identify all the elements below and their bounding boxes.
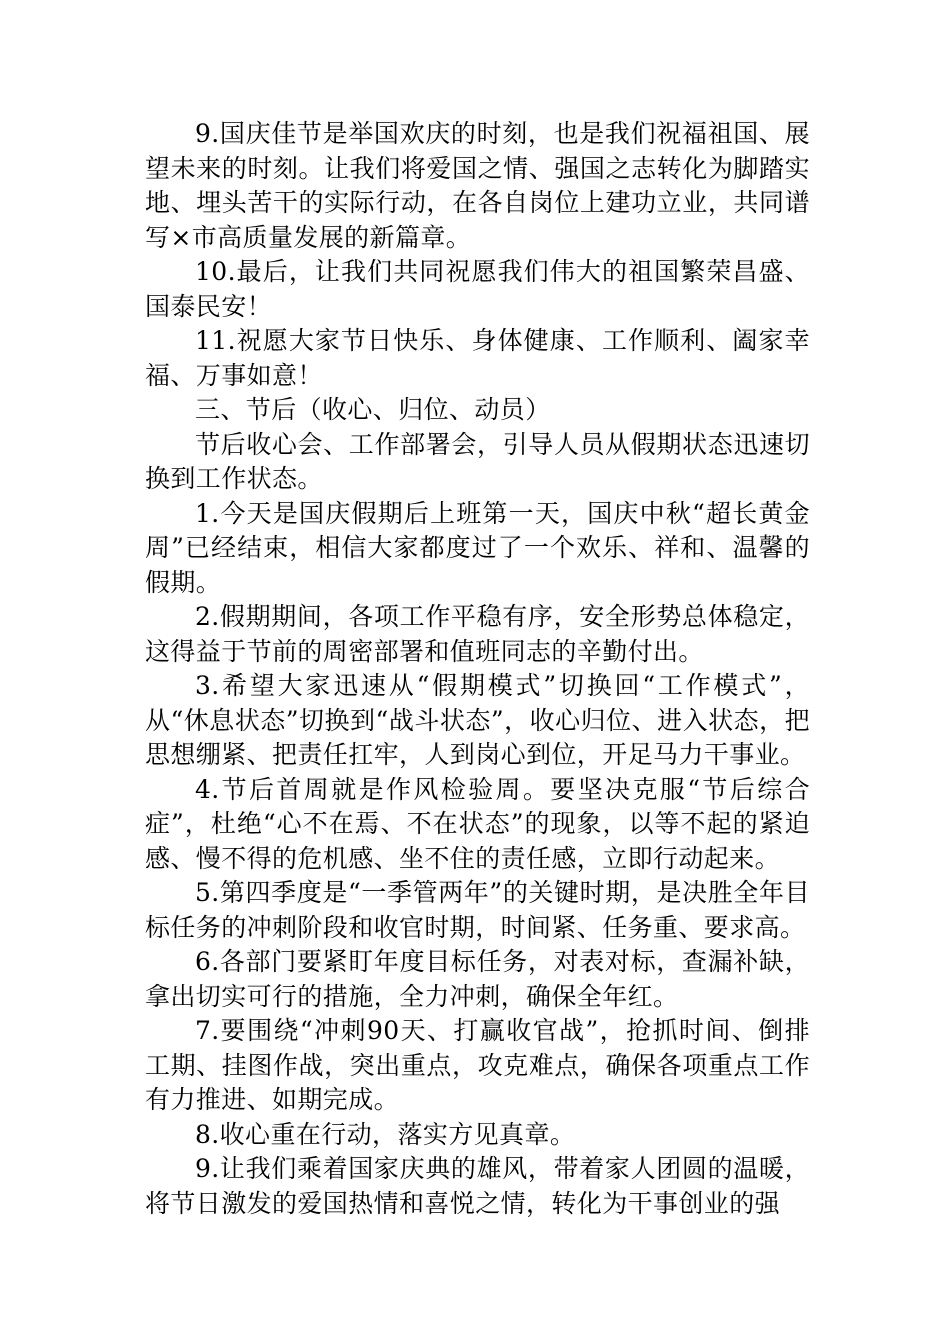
paragraph-closing-10: 10.最后，让我们共同祝愿我们伟大的祖国繁荣昌盛、国泰民安！: [145, 257, 810, 321]
paragraph-item-1: 1.今天是国庆假期后上班第一天，国庆中秋“超长黄金周”已经结束，相信大家都度过了一个欢乐、祥和、温馨的假期。: [145, 498, 810, 597]
paragraph-item-3: 3.希望大家迅速从“假期模式”切换回“工作模式”，从“休息状态”切换到“战斗状态”，收心归位、进入状态，把思想绷紧、把责任扛牢，人到岗心到位，开足马力干事业。: [145, 671, 810, 769]
document-body: [145, 117, 810, 1221]
paragraph-item-6: 6.各部门要紧盯年度目标任务，对表对标，查漏补缺，拿出切实可行的措施，全力冲刺，确保全年红。: [145, 947, 810, 1011]
paragraph-section-intro: 节后收心会、工作部署会，引导人员从假期状态迅速切换到工作状态。: [145, 429, 810, 493]
paragraph-closing-11: 11.祝愿大家节日快乐、身体健康、工作顺利、阖家幸福、万事如意！: [145, 326, 810, 390]
paragraph-item-4: 4.节后首周就是作风检验周。要坚决克服“节后综合症”，杜绝“心不在焉、不在状态”的现象，以等不起的紧迫感、慢不得的危机感、坐不住的责任感，立即行动起来。: [145, 774, 810, 873]
paragraph-item-9: 9.让我们乘着国家庆典的雄风，带着家人团圆的温暖，将节日激发的爱国热情和喜悦之情，转化为干事创业的强: [145, 1154, 810, 1218]
paragraph-item-7: 7.要围绕“冲刺90天、打赢收官战”，抢抓时间、倒排工期、挂图作战，突出重点，攻克难点，确保各项重点工作有力推进、如期完成。: [145, 1016, 810, 1114]
paragraph-item-2: 2.假期期间，各项工作平稳有序，安全形势总体稳定，这得益于节前的周密部署和值班同志的辛勤付出。: [145, 602, 810, 666]
section-heading-post-holiday: 三、节后（收心、归位、动员）: [195, 395, 551, 424]
paragraph-item-5: 5.第四季度是“一季管两年”的关键时期，是决胜全年目标任务的冲刺阶段和收官时期，时间紧、任务重、要求高。: [145, 878, 810, 942]
paragraph-closing-9: 9.国庆佳节是举国欢庆的时刻，也是我们祝福祖国、展望未来的时刻。让我们将爱国之情、强国之志转化为脚踏实地、埋头苦干的实际行动，在各自岗位上建功立业，共同谱写×市高质量发展的新篇章。: [145, 119, 810, 252]
paragraph-item-8: 8.收心重在行动，落实方见真章。: [195, 1119, 576, 1149]
